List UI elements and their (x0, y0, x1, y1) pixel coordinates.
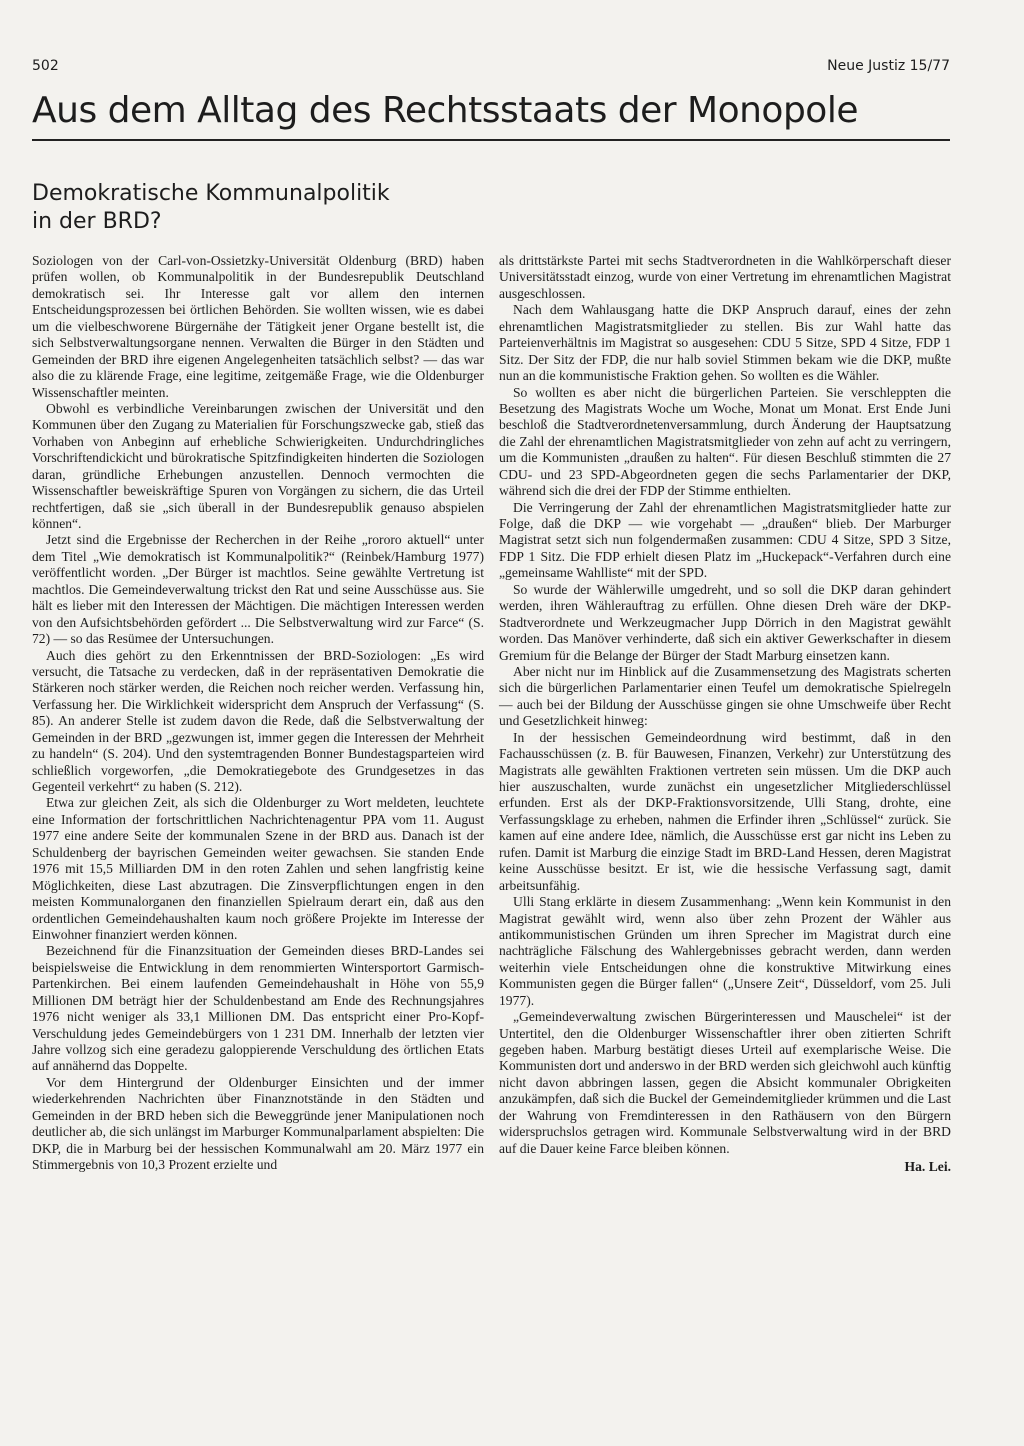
paragraph: „Gemeindeverwaltung zwischen Bürgerinteressen und Mauschelei“ ist der Untertitel, den die Oldenburger Wissenschaftler ihrer oben zitierten Schrift gegeben haben. Marburg bestätigt dieses Urteil auf exemplarische Weise. Die Kommunisten dort und anderswo in der BRD werden sich gleichwohl auch künftig nicht davon abbringen lassen, gegen die Absicht kommunaler Obrigkeiten anzukämpfen, daß sich die Buckel der Gemeindemitglieder krümmen und die Last der Wahrung von Fremdinteressen in den Rathäusern von den Bürgern widerspruchslos getragen wird. Kommunale Selbstverwaltung wird in der BRD auf die Dauer keine Farce bleiben können. (499, 1009, 951, 1156)
paragraph: In der hessischen Gemeindeordnung wird bestimmt, daß in den Fachausschüssen (z. B. für Bauwesen, Finanzen, Verkehr) zur Unterstützung des Magistrats alle gewählten Fraktionen vertreten sein müssen. Um die DKP auch hier auszuschalten, wurde zunächst ein ungesetzlicher Mitgliederschlüssel erfunden. Erst als der DKP-Fraktionsvorsitzende, Ulli Stang, drohte, eine Verfassungsklage zu erheben, nahmen die Erfinder ihren „Schlüssel“ zurück. Sie kamen auf eine andere Idee, nämlich, die Ausschüsse erst gar nicht ins Leben zu rufen. Damit ist Marburg die einzige Stadt im BRD-Land Hessen, deren Magistrat keine Ausschüsse besitzt. Er ist, wie die hessische Verfassung sagt, damit arbeitsunfähig. (499, 729, 951, 893)
article-title (32, 180, 482, 235)
paragraph: Aber nicht nur im Hinblick auf die Zusammensetzung des Magistrats scherten sich die bürgerlichen Parlamentarier einen Teufel um demokratische Spielregeln — auch bei der Bildung der Ausschüsse gingen sie ohne Umschweife über Recht und Gesetzlichkeit hinweg: (499, 663, 951, 729)
right-column (499, 253, 951, 1176)
paragraph: Die Verringerung der Zahl der ehrenamtlichen Magistratsmitglieder hatte zur Folge, daß die DKP — wie vorgehabt — „draußen“ blieb. Der Marburger Magistrat setzt sich nun folgendermaßen zusammen: CDU 4 Sitze, SPD 3 Sitze, FDP 1 Sitz. Die FDP erhielt diesen Platz im „Huckepack“-Verfahren durch eine „gemeinsame Wahlliste“ mit der SPD. (499, 499, 951, 581)
paragraph: Auch dies gehört zu den Erkenntnissen der BRD-Soziologen: „Es wird versucht, die Tatsache zu verdecken, daß in der repräsentativen Demokratie die Stärkeren noch stärker werden, die Reichen noch reicher werden. Verfassung hin, Verfassung her. Die Wirklichkeit widerspricht dem Anspruch der Verfassung“ (S. 85). An anderer Stelle ist zudem davon die Rede, daß die Selbstverwaltung der Gemeinden in der BRD „gezwungen ist, immer gegen die Interessen der Mehrheit zu handeln“ (S. 204). Und den systemtragenden Bonner Bundestagsparteien wird schließlich vorgeworfen, „die Demokratiegebote des Grundgesetzes in das Gegenteil verkehrt“ zu haben (S. 212). (32, 647, 484, 794)
paragraph: Nach dem Wahlausgang hatte die DKP Anspruch darauf, eines der zehn ehrenamtlichen Magistratsmitglieder zu stellen. Bis zur Wahl hatte das Parteienverhältnis im Magistrat so ausgesehen: CDU 5 Sitze, SPD 4 Sitze, FDP 1 Sitz. Der Sitz der FDP, die nur halb soviel Stimmen bekam wie die DKP, mußte nun an die kommunistische Fraktion gehen. So wollten es die Wähler. (499, 302, 951, 384)
paragraph: Obwohl es verbindliche Vereinbarungen zwischen der Universität und den Kommunen über den Zugang zu Materialien für Forschungszwecke gab, stieß das Vorhaben von Anbeginn auf erhebliche Schwierigkeiten. Undurchdringliches Vorschriftendickicht und bürokratische Spitzfindigkeiten hinderten die Soziologen daran, gründliche Erhebungen anzustellen. Dennoch vermochten die Wissenschaftler beweiskräftige Spuren von Vorgängen zu sichern, die das Urteil rechtfertigen, daß sie „sich überall in der Bundesrepublik genauso abspielen können“. (32, 400, 484, 531)
section-title: Aus dem Alltag des Rechtsstaats der Monopole (32, 90, 950, 141)
journal-issue: Neue Justiz 15/77 (827, 58, 950, 74)
paragraph: Jetzt sind die Ergebnisse der Recherchen in der Reihe „rororo aktuell“ unter dem Titel „Wie demokratisch ist Kommunalpolitik?“ (Reinbek/Hamburg 1977) veröffentlicht worden. „Der Bürger ist machtlos. Seine gewählte Vertretung ist machtlos. Die Gemeindeverwaltung trickst den Rat und seine Ausschüsse aus. Sie hält es lieber mit den Interessen der Mächtigen. Die mächtigen Interessen werden von den Aufsichtsbehörden gefördert ... Die Selbstverwaltung wird zur Farce“ (S. 72) — so das Resümee der Untersuchungen. (32, 532, 484, 647)
article-title-line-1: Demokratische Kommunalpolitik (32, 181, 390, 206)
author-signature: Ha. Lei. (904, 1159, 951, 1175)
paragraph: Vor dem Hintergrund der Oldenburger Einsichten und der immer wiederkehrenden Nachrichten über Finanznotstände in den Städten und Gemeinden in der BRD heben sich die Beweggründe jener Manipulationen noch deutlicher ab, die sich unlängst im Marburger Kommunalparlament abspielten: Die DKP, die in Marburg bei der hessischen Kommunalwahl am 20. März 1977 ein Stimmergebnis von 10,3 Prozent erzielte und (32, 1074, 484, 1173)
paragraph: als drittstärkste Partei mit sechs Stadtverordneten in die Wahlkörperschaft dieser Universitätsstadt einzog, wurde von einer Vertretung im ehrenamtlichen Magistrat ausgeschlossen. (499, 253, 951, 301)
paragraph: Soziologen von der Carl-von-Ossietzky-Universität Oldenburg (BRD) haben prüfen wollen, ob Kommunalpolitik in der Bundesrepublik Deutschland demokratisch sei. Ihr Interesse galt vor allem den internen Entscheidungsprozessen bei örtlichen Behörden. Sie wollten wissen, wie es dabei um die vielbeschworene Bürgernähe der Tätigkeit jener Organe bestellt ist, die sich Selbstverwaltungsorgane nennen. Verwalten die Bürger in den Städten und Gemeinden der BRD ihre eigenen Angelegenheiten tatsächlich selbst? — das war also die zu klärende Frage, eine legitime, zeitgemäße Frage, wie die Oldenburger Wissenschaftler meinten. (32, 253, 484, 400)
paragraph: So wollten es aber nicht die bürgerlichen Parteien. Sie verschleppten die Besetzung des Magistrats Woche um Woche, Monat um Monat. Erst Ende Juni beschloß die Stadtverordnetenversammlung, durch Änderung der Hauptsatzung die Zahl der ehrenamtlichen Magistratsmitglieder von zehn auf acht zu verringern, um die Kommunisten „draußen zu halten“. Für diesen Beschluß stimmten die 27 CDU- und 23 SPD-Abgeordneten gegen die sechs Parlamentarier der DKP, während sich die drei der FDP der Stimme enthielten. (499, 384, 951, 499)
page-header (32, 52, 950, 74)
left-column (32, 253, 484, 1174)
article-title-line-2: in der BRD? (32, 208, 162, 234)
paragraph: So wurde der Wählerwille umgedreht, und so soll die DKP daran gehindert werden, ihren Wählerauftrag zu erfüllen. Ohne diesen Dreh wäre der DKP-Stadtverordnete und Werkzeugmacher Jupp Dörrich in den Magistrat gewählt worden. Das Manöver verhinderte, daß sich ein aktiver Gewerkschafter in diesem Gremium für die Belange der Bürger der Stadt Marburg einsetzen kann. (499, 581, 951, 663)
paragraph: Ulli Stang erklärte in diesem Zusammenhang: „Wenn kein Kommunist in den Magistrat gewählt wird, wenn also über zehn Prozent der Wähler aus antikommunistischen Gründen um ihren Sprecher im Magistrat durch eine nachträgliche Fälschung des Wahlergebnisses gebracht werden, dann werden weiterhin viele Entscheidungen ohne die konstruktive Mitwirkung eines Kommunisten gegen die Bürger fallen“ („Unsere Zeit“, Düsseldorf, vom 25. Juli 1977). (499, 894, 951, 1008)
page-number: 502 (32, 58, 59, 74)
paragraph: Bezeichnend für die Finanzsituation der Gemeinden dieses BRD-Landes sei beispielsweise die Entwicklung in dem renommierten Wintersportort Garmisch-Partenkirchen. Bei einem laufenden Gemeindehaushalt in Höhe von 55,9 Millionen DM beträgt hier der Schuldenbestand am Ende des Rechnungsjahres 1976 nicht weniger als 33,1 Millionen DM. Das entspricht einer Pro-Kopf-Verschuldung jedes Gemeindebürgers von 1 231 DM. Innerhalb der letzten vier Jahre vollzog sich eine geradezu galoppierende Verschuldung des örtlichen Etats auf annähernd das Doppelte. (32, 943, 484, 1074)
paragraph: Etwa zur gleichen Zeit, als sich die Oldenburger zu Wort meldeten, leuchtete eine Information der fortschrittlichen Nachrichtenagentur PPA vom 11. August 1977 eine andere Seite der kommunalen Szene in der BRD aus. Danach ist der Schuldenberg der bayrischen Gemeinden weiter gewachsen. Sie standen Ende 1976 mit 15,5 Milliarden DM in den roten Zahlen und sehen langfristig keine Möglichkeiten, diese Last abzutragen. Die Zinsverpflichtungen engen in den meisten Kommunalorganen den finanziellen Spielraum derart ein, daß aus den ordentlichen Gemeindehaushalten kaum noch größere Projekte im Interesse der Einwohner finanziert werden können. (32, 795, 484, 942)
